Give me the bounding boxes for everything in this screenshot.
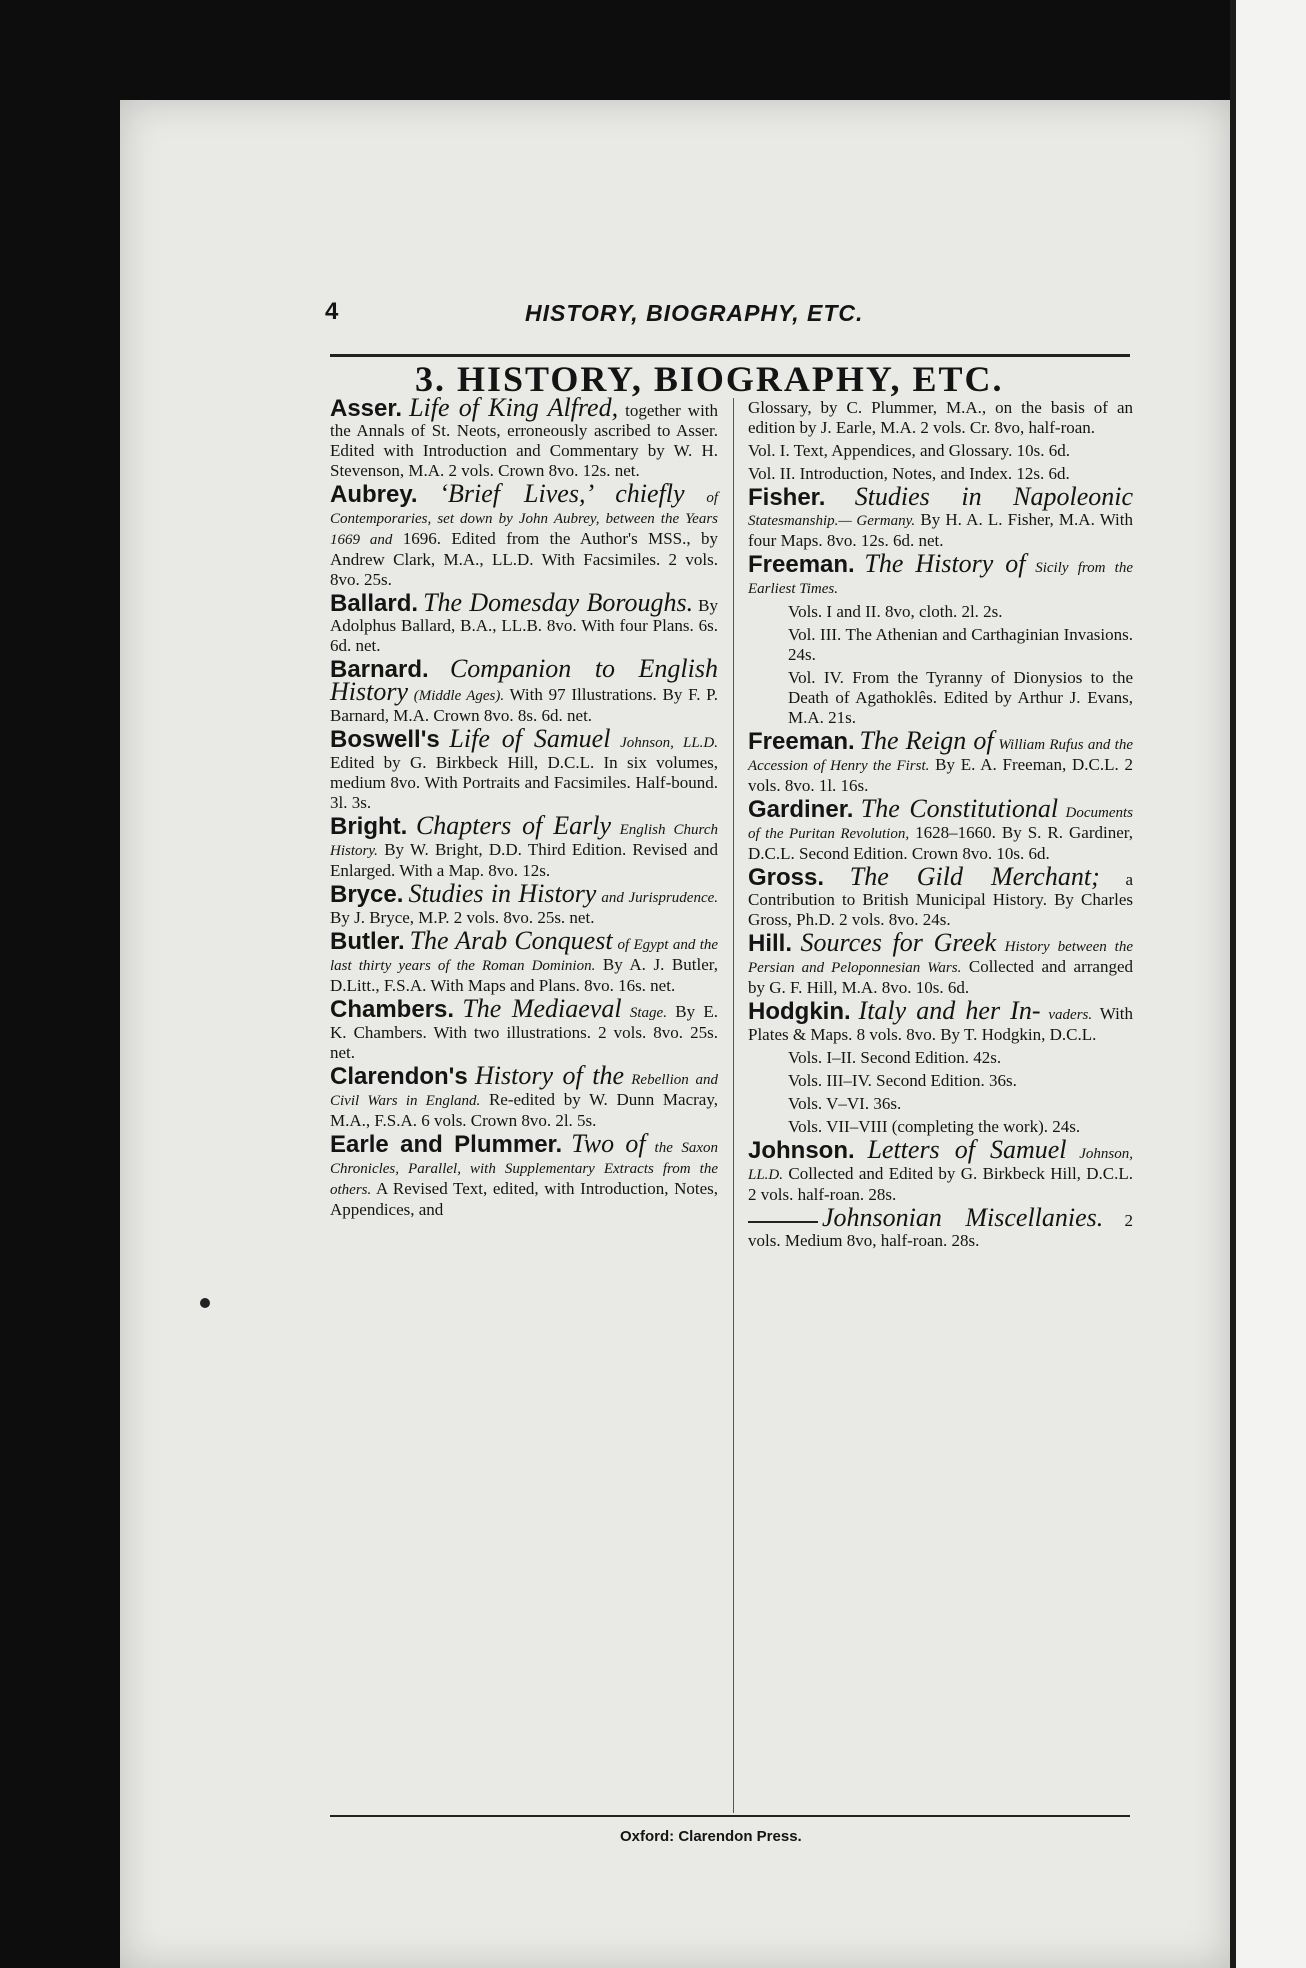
entry-details: By E. A. Freeman, D.C.L. 2 vols. 8vo. 1l. 16s.: [748, 755, 1133, 795]
catalogue-entry: [330, 1129, 718, 1220]
catalogue-entry: [748, 928, 1134, 998]
catalogue-entry: [748, 441, 1133, 461]
entry-title: Sources for Greek: [800, 928, 997, 957]
entry-details: By H. A. L. Fisher, M.A. With four Maps. 8vo. 12s. 6d. net.: [748, 510, 1134, 550]
entry-author: Gross.: [748, 864, 825, 891]
top-rule: [330, 354, 1130, 357]
entry-subtitle: of Contemporaries, set down by John Aubrey, between the Years 1669 and: [330, 490, 719, 548]
entry-volume-line: Vols. VII–VIII (completing the work). 24s.: [788, 1117, 1081, 1136]
entry-author: Fisher.: [748, 484, 826, 511]
entry-author: Hodgkin.: [748, 998, 851, 1025]
entry-subtitle: of Egypt and the last thirty years of the Roman Dominion.: [330, 937, 719, 974]
entry-author: Clarendon's: [330, 1063, 468, 1090]
entry-subtitle: English Church History.: [330, 822, 718, 859]
entry-title: The Mediaeval: [462, 994, 622, 1023]
page-number: 4: [325, 298, 339, 325]
entry-details: together with the Annals of St. Neots, erroneously ascribed to Asser. Edited with Introduction and Commentary by W. H. Stevenson, M.A. 2 vols. Crown 8vo. 12s. net.: [330, 401, 719, 480]
entry-details: By Adolphus Ballard, B.A., LL.B. 8vo. With four Plans. 6s. 6d. net.: [330, 596, 719, 655]
catalogue-entry: [330, 479, 719, 590]
entry-volume-line: Vol. IV. From the Tyranny of Dionysios to the Death of Agathoklês. Edited by Arthur J. Evans, M.A. 21s.: [788, 668, 1133, 727]
catalogue-entry: [748, 794, 1134, 864]
entry-author: Hill.: [748, 930, 793, 957]
entry-volume-line: Vols. III–IV. Second Edition. 36s.: [788, 1071, 1017, 1090]
entry-author: Freeman.: [748, 551, 855, 578]
entry-title: Studies in Napoleonic: [854, 482, 1134, 511]
ink-speck: [200, 1298, 210, 1308]
entry-subtitle: Johnson, LL.D.: [620, 735, 719, 751]
entry-details: 2 vols. Medium 8vo, half-roan. 28s.: [748, 1211, 1134, 1250]
catalogue-entry: [330, 588, 719, 656]
entry-details: 1696. Edited from the Author's MSS., by Andrew Clark, M.A., LL.D. With Facsimiles. 2 vols. 8vo. 25s.: [330, 529, 718, 589]
entry-details: By J. Bryce, M.P. 2 vols. 8vo. 25s. net.: [330, 908, 595, 927]
catalogue-entry: [748, 549, 1133, 599]
entry-volume-line: Vols. I–II. Second Edition. 42s.: [788, 1048, 1002, 1067]
bottom-rule: [330, 1815, 1130, 1817]
catalogue-entry: [748, 1048, 1133, 1068]
entry-author: Ballard.: [330, 590, 419, 617]
entry-title: The Arab Conquest: [409, 926, 613, 955]
entry-details: 1628–1660. By S. R. Gardiner, D.C.L. Second Edition. Crown 8vo. 10s. 6d.: [748, 823, 1134, 863]
entry-continuation: Vol. II. Introduction, Notes, and Index. 12s. 6d.: [748, 464, 1070, 483]
entry-title: Chapters of Early: [415, 811, 611, 840]
entry-title: Italy and her In-: [858, 996, 1041, 1025]
entry-details: Edited by G. Birkbeck Hill, D.C.L. In six volumes, medium 8vo. With Portraits and Facsimiles. Half-bound. 3l. 3s.: [330, 753, 718, 812]
entry-subtitle: Rebellion and Civil Wars in England.: [330, 1072, 719, 1109]
column-divider: [733, 398, 734, 1813]
entry-author: Johnson.: [748, 1137, 855, 1164]
right-column: [748, 398, 1133, 1254]
entry-subtitle: William Rufus and the Accession of Henry the First.: [748, 737, 1134, 774]
catalogue-entry: [748, 1094, 1133, 1114]
catalogue-entry: [748, 602, 1133, 622]
entry-details: Collected and arranged by G. F. Hill, M.A. 8vo. 10s. 6d.: [748, 957, 1134, 997]
entry-author: Barnard.: [330, 656, 429, 683]
entry-subtitle: (Middle Ages).: [413, 688, 505, 704]
entry-details: a Contribution to British Municipal History. By Charles Gross, Ph.D. 2 vols. 8vo. 24s.: [748, 870, 1134, 929]
running-title: HISTORY, BIOGRAPHY, ETC.: [525, 300, 864, 326]
catalogue-entry: [748, 668, 1133, 728]
entry-title: The Domesday Boroughs.: [423, 588, 694, 617]
entry-title: Johnsonian Miscellanies.: [822, 1203, 1104, 1232]
entry-subtitle: Johnson, LL.D.: [748, 1146, 1134, 1183]
catalogue-entry: [748, 398, 1133, 438]
entry-title: Life of Samuel: [449, 724, 611, 753]
entry-title: Companion to English History: [330, 654, 719, 706]
entry-title: The Gild Merchant;: [849, 862, 1100, 891]
ditto-dash: [748, 1221, 818, 1223]
entry-subtitle: vaders.: [1048, 1007, 1093, 1023]
entry-title: History of the: [475, 1061, 624, 1090]
entry-continuation: Vol. I. Text, Appendices, and Glossary. 10s. 6d.: [748, 441, 1070, 460]
entry-title: Two of: [571, 1129, 646, 1158]
entry-title: The Constitutional: [860, 794, 1059, 823]
entry-author: Boswell's: [330, 726, 440, 753]
left-column: [330, 393, 719, 1223]
entry-subtitle: and Jurisprudence.: [601, 890, 719, 906]
section-title: 3. HISTORY, BIOGRAPHY, ETC.: [415, 359, 1004, 399]
entry-details: By W. Bright, D.D. Third Edition. Revised and Enlarged. With a Map. 8vo. 12s.: [330, 840, 718, 880]
catalogue-entry: [330, 654, 719, 726]
catalogue-entry: [748, 464, 1133, 484]
facing-page-edge: [1230, 0, 1306, 1968]
entry-volume-line: Vols. I and II. 8vo, cloth. 2l. 2s.: [788, 602, 1003, 621]
entry-details: By A. J. Butler, D.Litt., F.S.A. With Maps and Plans. 8vo. 16s. net.: [330, 955, 718, 995]
entry-author: Aubrey.: [330, 481, 418, 508]
entry-subtitle: Stage.: [629, 1005, 667, 1021]
entry-details: With Plates & Maps. 8 vols. 8vo. By T. Hodgkin, D.C.L.: [748, 1004, 1134, 1044]
entry-subtitle: History between the Persian and Peloponnesian Wars.: [748, 939, 1134, 976]
entry-author: Bright.: [330, 813, 408, 840]
entry-details: A Revised Text, edited, with Introduction, Notes, Appendices, and: [330, 1179, 718, 1219]
entry-title: The History of: [864, 549, 1026, 578]
entry-details: With 97 Illustrations. By F. P. Barnard, M.A. Crown 8vo. 8s. 6d. net.: [330, 685, 719, 725]
entry-subtitle: the Saxon Chronicles, Parallel, with Supplementary Extracts from the others.: [330, 1140, 718, 1198]
entry-author: Earle and Plummer.: [330, 1131, 563, 1158]
entry-title: Studies in History: [408, 879, 597, 908]
catalogue-entry: [330, 724, 719, 813]
entry-details: Re-edited by W. Dunn Macray, M.A., F.S.A. 6 vols. Crown 8vo. 2l. 5s.: [330, 1090, 718, 1130]
entry-subtitle: Sicily from the Earliest Times.: [748, 560, 1133, 597]
entry-author: Butler.: [330, 928, 405, 955]
running-head: [325, 298, 1135, 332]
footer-imprint: Oxford: Clarendon Press.: [620, 1828, 802, 1845]
entry-title: ‘Brief Lives,’ chiefly: [439, 479, 685, 508]
entry-author: Freeman.: [748, 728, 855, 755]
catalogue-entry: [748, 1071, 1133, 1091]
entry-author: Asser.: [330, 395, 403, 422]
catalogue-entry: [330, 994, 718, 1063]
catalogue-entry: [748, 996, 1134, 1045]
catalogue-entry: [748, 482, 1134, 551]
entry-title: The Reign of: [859, 726, 994, 755]
catalogue-entry: [748, 1135, 1134, 1205]
catalogue-entry: [748, 862, 1134, 930]
entry-subtitle: Documents of the Puritan Revolution,: [748, 805, 1133, 842]
entry-subtitle: Statesmanship.— Germany.: [748, 513, 916, 529]
catalogue-entry: [330, 811, 718, 881]
catalogue-entry: [748, 1117, 1133, 1137]
catalogue-entry: [748, 1203, 1134, 1251]
entry-title: Life of King Alfred,: [409, 393, 619, 422]
catalogue-entry: [748, 625, 1133, 665]
entry-continuation: Glossary, by C. Plummer, M.A., on the basis of an edition by J. Earle, M.A. 2 vols. Cr. 8vo, half-roan.: [748, 398, 1133, 437]
entry-volume-line: Vols. V–VI. 36s.: [788, 1094, 902, 1113]
catalogue-entry: [330, 879, 719, 928]
entry-author: Chambers.: [330, 996, 455, 1023]
catalogue-entry: [330, 1061, 719, 1131]
catalogue-entry: [748, 726, 1134, 796]
catalogue-entry: [330, 926, 719, 996]
entry-details: By E. K. Chambers. With two illustrations. 2 vols. 8vo. 25s. net.: [330, 1002, 718, 1062]
entry-details: Collected and Edited by G. Birkbeck Hill, D.C.L. 2 vols. half-roan. 28s.: [748, 1164, 1133, 1204]
entry-title: Letters of Samuel: [867, 1135, 1067, 1164]
catalogue-entry: [330, 393, 719, 481]
entry-author: Gardiner.: [748, 796, 854, 823]
entry-author: Bryce.: [330, 881, 404, 908]
entry-volume-line: Vol. III. The Athenian and Carthaginian Invasions. 24s.: [788, 625, 1133, 664]
